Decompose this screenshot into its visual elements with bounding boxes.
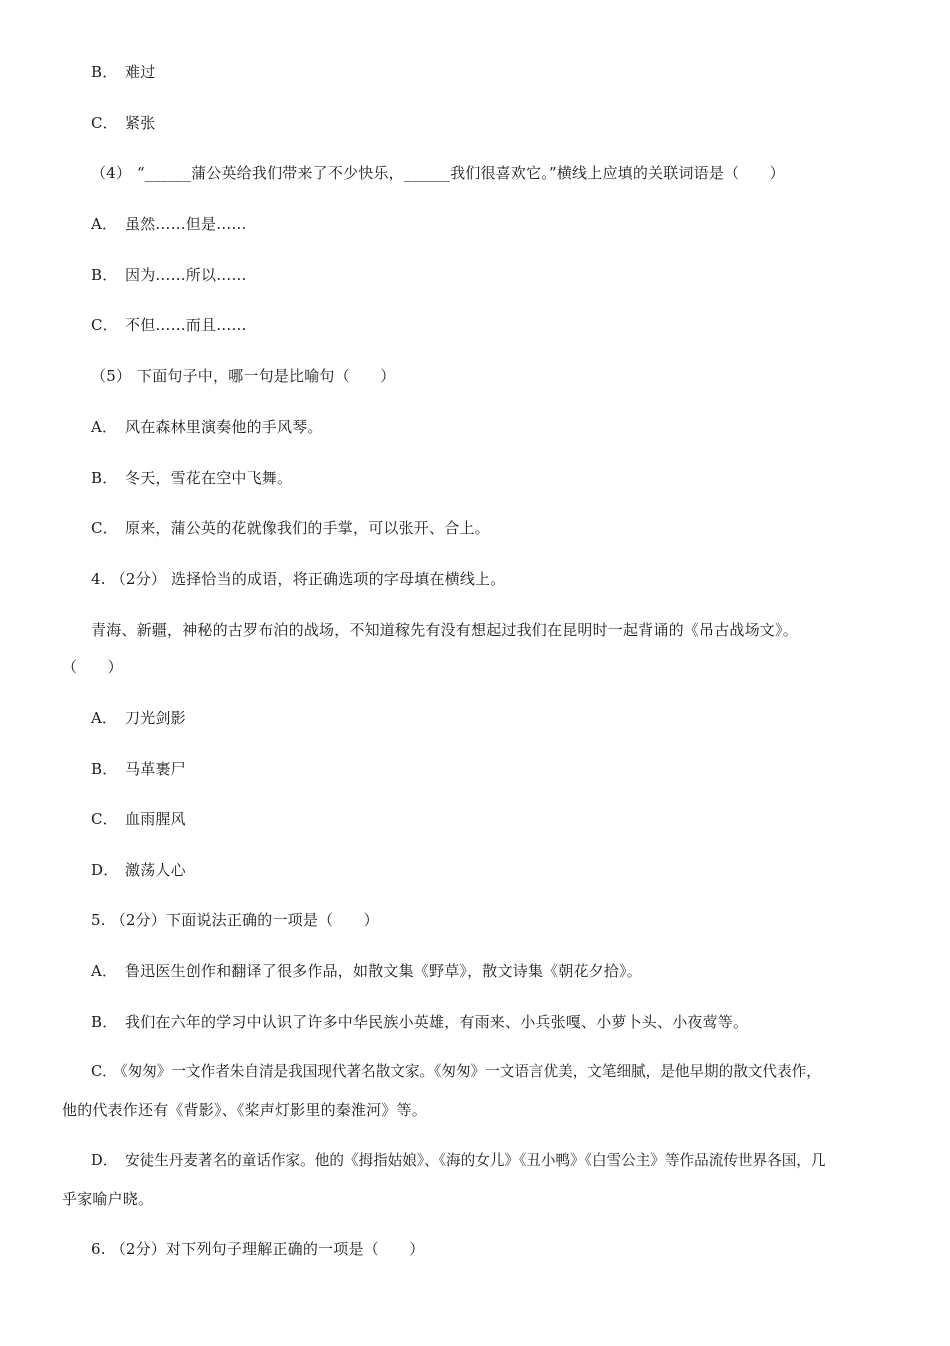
option-text: 不但……而且……: [125, 316, 247, 334]
option-letter: D．: [91, 861, 119, 879]
option-text: 我们在六年的学习中认识了许多中华民族小英雄，有雨来、小兵张嘎、小萝卜头、小夜莺等。: [125, 1013, 749, 1031]
option-letter: B．: [91, 1013, 118, 1031]
option-text: 紧张: [125, 114, 156, 132]
question-4: [91, 569, 505, 589]
option-letter: B．: [91, 469, 118, 487]
subquestion-number: （5）: [91, 367, 132, 385]
subquestion-text: “______蒲公英给我们带来了不少快乐，______我们很喜欢它。”横线上应填的关联词语是（ ）: [137, 164, 785, 182]
subquestion-number: （4）: [91, 164, 132, 182]
sub4-option-a: [91, 214, 247, 234]
subquestion-text: 下面句子中，哪一句是比喻句（ ）: [137, 367, 396, 385]
question-score: （2分）: [110, 911, 167, 929]
q5-option-d-line1: [91, 1151, 826, 1171]
q4-option-b: [91, 759, 186, 779]
option-text: 风在森林里演奏他的手风琴。: [125, 418, 323, 436]
question-text: 对下列句子理解正确的一项是（ ）: [166, 1240, 425, 1258]
option-letter: C．: [91, 316, 118, 334]
option-text: 《匆匆》一文作者朱自清是我国现代著名散文家。《匆匆》一文语言优美，文笔细腻，是他早期的散文代表作，: [113, 1063, 821, 1080]
q5-option-b: [91, 1012, 748, 1032]
question-number: 6.: [91, 1240, 106, 1258]
subquestion-4: [91, 163, 785, 183]
option-letter: C．: [91, 810, 118, 828]
option-letter: B．: [91, 63, 118, 81]
q5-option-c-line2: 他的代表作还有《背影》、《桨声灯影里的秦淮河》等。: [62, 1101, 428, 1119]
sub4-option-c: [91, 315, 247, 335]
option-text: 马革裹尸: [125, 760, 186, 778]
q4-passage-line1: 青海、新疆，神秘的古罗布泊的战场，不知道稼先有没有想起过我们在昆明时一起背诵的《吊古战场文》。: [91, 621, 798, 639]
q4-passage-line2: （ ）: [62, 658, 123, 676]
option-letter: A．: [91, 215, 118, 233]
sub5-option-a: [91, 417, 323, 437]
question-number: 4.: [91, 570, 106, 588]
option-text: 难过: [125, 63, 156, 81]
option-letter: B．: [91, 760, 118, 778]
option-text: 安徒生丹麦著名的童话作家。他的《拇指姑娘》、《海的女儿》《丑小鸭》《白雪公主》等作品流传世界各国，几: [125, 1152, 826, 1169]
option-letter: C．: [91, 519, 118, 537]
question-score: （2分）: [110, 570, 167, 588]
option-letter: A．: [91, 962, 118, 980]
subquestion-5: [91, 366, 395, 386]
option-text: 血雨腥风: [125, 810, 186, 828]
option-text: 鲁迅医生创作和翻译了很多作品，如散文集《野草》，散文诗集《朝花夕拾》。: [125, 962, 643, 980]
option-letter: A．: [91, 418, 118, 436]
question-text: 选择恰当的成语，将正确选项的字母填在横线上。: [171, 570, 506, 588]
option-text: 冬天，雪花在空中飞舞。: [125, 469, 293, 487]
q5-option-c-line1: [91, 1062, 821, 1082]
q4-option-c: [91, 809, 186, 829]
question-number: 5.: [91, 911, 106, 929]
option-letter: D．: [91, 1152, 118, 1169]
sub4-option-b: [91, 265, 247, 285]
option-text: 刀光剑影: [125, 709, 186, 727]
option-text: 原来，蒲公英的花就像我们的手掌，可以张开、合上。: [125, 519, 490, 537]
option-text: 虽然……但是……: [125, 215, 247, 233]
option-text: 因为……所以……: [125, 266, 247, 284]
q5-option-a: [91, 961, 642, 981]
q3-option-c: [91, 113, 155, 133]
q5-option-d-line2: 乎家喻户晓。: [62, 1190, 154, 1208]
option-letter: C．: [91, 114, 118, 132]
question-text: 下面说法正确的一项是（ ）: [166, 911, 379, 929]
sub5-option-b: [91, 468, 292, 488]
option-letter: C．: [91, 1063, 117, 1080]
q4-option-d: [91, 860, 186, 880]
q4-option-a: [91, 708, 186, 728]
question-6: [91, 1239, 424, 1259]
sub5-option-c: [91, 518, 490, 538]
option-text: 激荡人心: [125, 861, 186, 879]
question-score: （2分）: [110, 1240, 167, 1258]
option-letter: B．: [91, 266, 118, 284]
question-5: [91, 910, 379, 930]
option-letter: A．: [91, 709, 118, 727]
q3-option-b: [91, 62, 155, 82]
